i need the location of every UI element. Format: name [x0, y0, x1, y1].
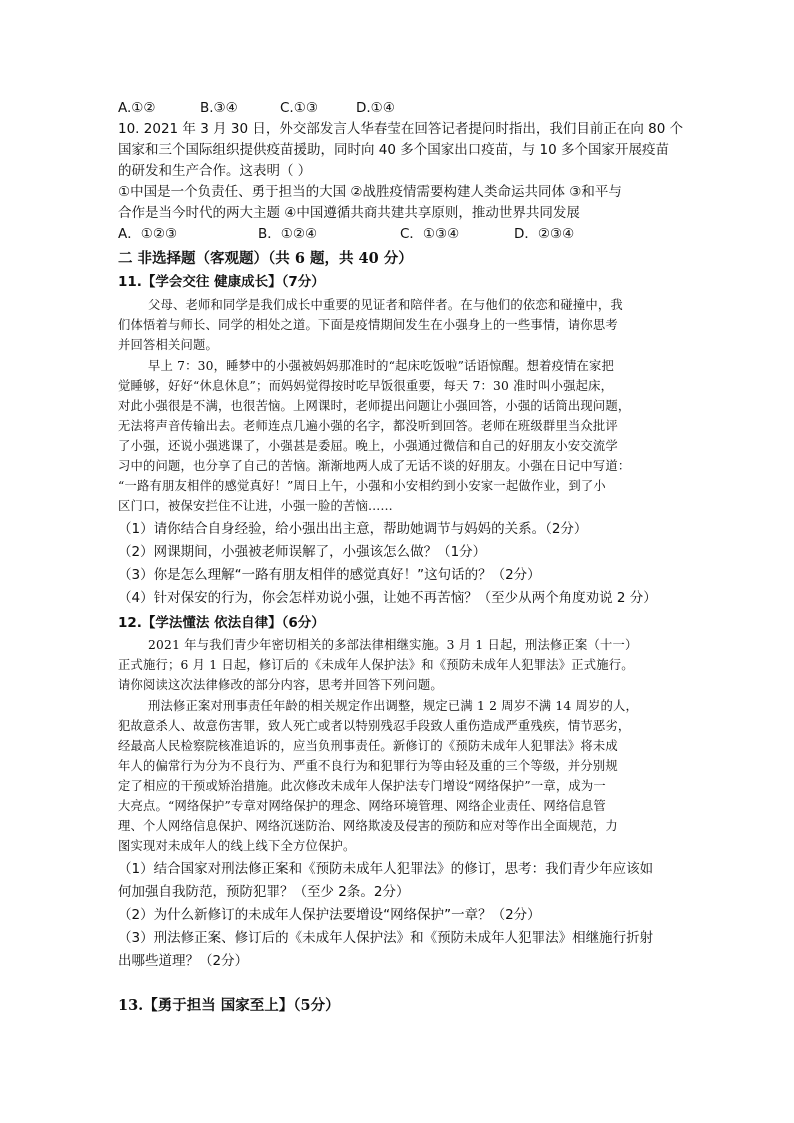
q12-question-3-line1: （3）刑法修正案、修订后的《未成年人保护法》和《预防未成年人犯罪法》相继施行折射	[118, 930, 654, 946]
q11-question-4: （4）针对保安的行为，你会怎样劝说小强，让她不再苦恼？（至少从两个角度劝说 2 分）	[118, 590, 657, 606]
q10-option-d: D．②③④	[514, 226, 575, 242]
q9-option-a: A.①②	[118, 100, 156, 116]
q11-para2-line: 觉睡够，好好“休息休息”；而妈妈觉得按时吃早饭很重要，每天 7：30 准时叫小强起床，	[118, 379, 614, 393]
q11-para2-line: 习中的问题，也分享了自己的苦恼。渐渐地两人成了无话不谈的好朋友。小强在日记中写道：	[118, 459, 631, 473]
q11-title: 11.【学会交往 健康成长】（7分）	[118, 274, 325, 290]
q9-option-d: D.①④	[356, 100, 395, 116]
q12-para2-line: 大亮点。“网络保护”专章对网络保护的理念、网络环境管理、网络企业责任、网络信息管	[118, 799, 606, 813]
q11-question-2: （2）网课期间，小强被老师误解了，小强该怎么做？（1分）	[118, 544, 487, 560]
q12-para1-line: 正式施行；6 月 1 日起，修订后的《未成年人保护法》和《预防未成年人犯罪法》正式施行。	[118, 658, 634, 672]
section-heading: 二 非选择题（客观题）（共 6 题，共 40 分）	[118, 250, 413, 267]
q10-line-2: 国家和三个国际组织提供疫苗援助，同时向 40 多个国家出口疫苗，与 10 多个国家开展疫苗	[118, 142, 670, 158]
q11-para1-line: 并回答相关问题。	[118, 338, 218, 352]
q12-para2-line: 年人的偏常行为分为不良行为、严重不良行为和犯罪行为等由轻及重的三个等级，并分别规	[118, 759, 618, 773]
q13-title: 13.【勇于担当 国家至上】（5分）	[118, 997, 340, 1014]
q12-question-2: （2）为什么新修订的未成年人保护法要增设“网络保护”一章？（2分）	[118, 907, 541, 923]
q12-para2-line: 定了相应的干预或矫治措施。此次修改未成年人保护法专门增设“网络保护”一章，成为一	[118, 779, 606, 793]
q10-line-3: 的研发和生产合作。这表明（ ）	[118, 163, 312, 179]
q11-para2-line: “一路有朋友相伴的感觉真好！”周日上午，小强和小安相约到小安家一起做作业，到了小	[118, 479, 606, 493]
q11-question-3: （3）你是怎么理解“一路有朋友相伴的感觉真好！”这句话的？（2分）	[118, 567, 541, 583]
q10-line-4: ①中国是一个负责任、勇于担当的大国 ②战胜疫情需要构建人类命运共同体 ③和平与	[118, 184, 622, 200]
q12-question-3-line2: 出哪些道理？（2分）	[118, 953, 249, 969]
q11-para1-line: 们体悟着与师长、同学的相处之道。下面是疫情期间发生在小强身上的一些事情，请你思考	[118, 318, 618, 332]
q12-para1-line: 2021 年与我们青少年密切相关的多部法律相继实施。3 月 1 日起，刑法修正案（十一）	[148, 638, 638, 652]
q11-question-1: （1）请你结合自身经验，给小强出出主意，帮助她调节与妈妈的关系。（2分）	[118, 521, 588, 537]
q10-options	[118, 225, 574, 243]
q12-para2-line: 图实现对未成年人的线上线下全方位保护。	[118, 839, 356, 853]
q12-question-1-line2: 何加强自我防范，预防犯罪？（至少 2条。2分）	[118, 884, 410, 900]
q11-para2-line: 无法将声音传输出去。老师连点几遍小强的名字，都没听到回答。老师在班级群里当众批评	[118, 419, 618, 433]
q11-para2-line: 早上 7：30，睡梦中的小强被妈妈那准时的“起床吃饭啦”话语惊醒。想着疫情在家把	[148, 359, 615, 373]
q9-option-c: C.①③	[280, 100, 318, 116]
q9-option-b: B.③④	[200, 100, 238, 116]
q10-line-1: 10. 2021 年 3 月 30 日，外交部发言人华春莹在回答记者提问时指出，我们目前正在向 80 个	[118, 121, 684, 137]
q12-para2-line: 犯故意杀人、故意伤害罪，致人死亡或者以特别残忍手段致人重伤造成严重残疾，情节恶劣，	[118, 719, 631, 733]
q12-title: 12.【学法懂法 依法自律】（6分）	[118, 615, 325, 631]
q12-para1-line: 请你阅读这次法律修改的部分内容，思考并回答下列问题。	[118, 678, 443, 692]
q12-question-1-line1: （1）结合国家对刑法修正案和《预防未成年人犯罪法》的修订，思考：我们青少年应该如	[118, 861, 654, 877]
q11-para1-line: 父母、老师和同学是我们成长中重要的见证者和陪伴者。在与他们的依恋和碰撞中，我	[148, 298, 623, 312]
q12-para2-line: 刑法修正案对刑事责任年龄的相关规定作出调整，规定已满 1 2 周岁不满 14 周岁的人，	[148, 699, 639, 713]
q10-option-c: C．①③④	[400, 226, 460, 242]
q10-option-a: A．①②③	[118, 226, 178, 242]
q11-para2-line: 对此小强很是不满，也很苦恼。上网课时，老师提出问题让小强回答，小强的话筒出现问题，	[118, 399, 631, 413]
q10-line-5: 合作是当今时代的两大主题 ④中国遵循共商共建共享原则，推动世界共同发展	[118, 205, 580, 221]
q11-para2-line: 了小强，还说小强逃课了，小强甚是委屈。晚上，小强通过微信和自己的好朋友小安交流学	[118, 439, 618, 453]
q12-para2-line: 理、个人网络信息保护、网络沉迷防治、网络欺凌及侵害的预防和应对等作出全面规范，力	[118, 819, 618, 833]
q10-option-b: B．①②④	[258, 226, 318, 242]
q11-para2-line: 区门口，被保安拦住不让进，小强一脸的苦恼……	[118, 499, 393, 513]
q9-options	[118, 99, 395, 117]
q12-para2-line: 经最高人民检察院核准追诉的，应当负刑事责任。新修订的《预防未成年人犯罪法》将未成	[118, 739, 618, 753]
